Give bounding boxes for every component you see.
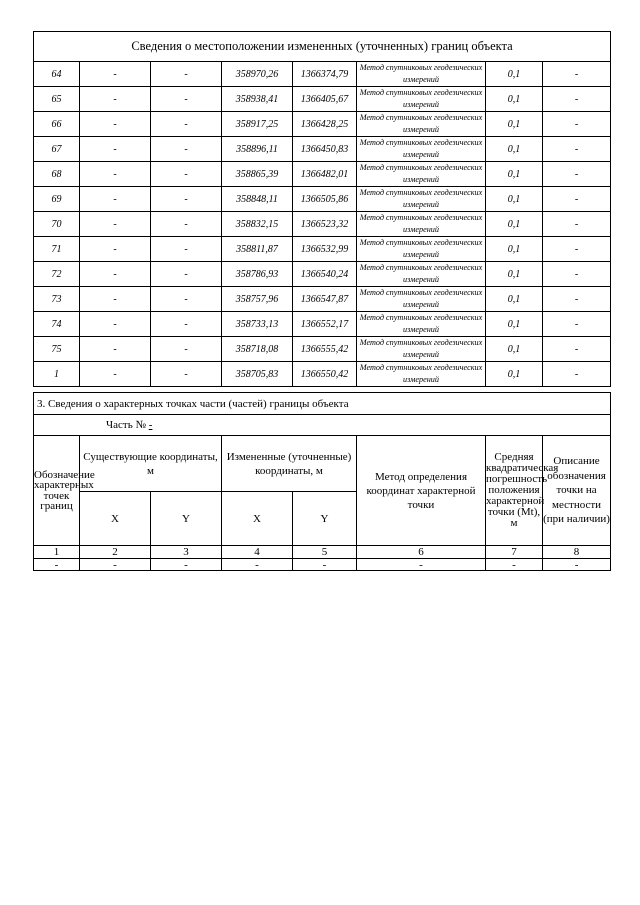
cell-existing-y: - <box>151 312 222 337</box>
column-number: 4 <box>222 546 293 559</box>
column-number: 7 <box>486 546 543 559</box>
table-row <box>34 187 611 212</box>
table-row <box>34 137 611 162</box>
cell-method: Метод спутниковых геодезических измерений <box>357 162 486 187</box>
cell-existing-y: - <box>151 287 222 312</box>
cell-point-number: 72 <box>34 262 80 287</box>
cell-point-number: 73 <box>34 287 80 312</box>
cell-existing-x: - <box>80 362 151 387</box>
cell-method: Метод спутниковых геодезических измерений <box>357 312 486 337</box>
cell-changed-y: 1366555,42 <box>293 337 357 362</box>
cell-existing-y: - <box>151 337 222 362</box>
cell-existing-y: - <box>151 112 222 137</box>
cell-description: - <box>543 337 611 362</box>
cell-existing-x: - <box>80 162 151 187</box>
cell-existing-y: - <box>151 212 222 237</box>
cell-description: - <box>543 237 611 262</box>
cell-changed-x: 358811,87 <box>222 237 293 262</box>
section-title: Сведения о местоположении измененных (уточненных) границ объекта <box>34 32 611 62</box>
cell-changed-y: 1366450,83 <box>293 137 357 162</box>
part-points-table <box>33 392 611 571</box>
cell-point-number: 1 <box>34 362 80 387</box>
cell-point-number: 66 <box>34 112 80 137</box>
column-number: 2 <box>80 546 151 559</box>
section-3-title: 3. Сведения о характерных точках части (частей) границы объекта <box>34 393 611 415</box>
cell-method: Метод спутниковых геодезических измерений <box>357 237 486 262</box>
table-row <box>34 287 611 312</box>
cell-point-number: 67 <box>34 137 80 162</box>
cell-changed-x: 358865,39 <box>222 162 293 187</box>
cell-mt: 0,1 <box>486 62 543 87</box>
cell-existing-x: - <box>80 212 151 237</box>
cell-existing-x: - <box>80 137 151 162</box>
empty-cell: - <box>293 559 357 571</box>
header-point-designation: Обозначение характерных точек границ <box>34 436 80 546</box>
cell-existing-x: - <box>80 287 151 312</box>
header-y-changed: Y <box>293 492 357 546</box>
table-row <box>34 162 611 187</box>
cell-point-number: 68 <box>34 162 80 187</box>
cell-existing-y: - <box>151 187 222 212</box>
cell-mt: 0,1 <box>486 237 543 262</box>
cell-description: - <box>543 287 611 312</box>
cell-point-number: 70 <box>34 212 80 237</box>
cell-point-number: 64 <box>34 62 80 87</box>
column-number: 6 <box>357 546 486 559</box>
cell-method: Метод спутниковых геодезических измерений <box>357 62 486 87</box>
table-row <box>34 262 611 287</box>
header-changed-coords: Измененные (уточненные) координаты, м <box>222 436 357 492</box>
cell-mt: 0,1 <box>486 287 543 312</box>
cell-existing-y: - <box>151 87 222 112</box>
header-method: Метод определения координат характерной точки <box>357 436 486 546</box>
cell-existing-x: - <box>80 62 151 87</box>
cell-existing-x: - <box>80 312 151 337</box>
cell-mt: 0,1 <box>486 87 543 112</box>
cell-mt: 0,1 <box>486 137 543 162</box>
empty-cell: - <box>543 559 611 571</box>
cell-description: - <box>543 162 611 187</box>
cell-changed-y: 1366523,32 <box>293 212 357 237</box>
cell-changed-y: 1366405,67 <box>293 87 357 112</box>
cell-description: - <box>543 187 611 212</box>
cell-method: Метод спутниковых геодезических измерений <box>357 337 486 362</box>
cell-method: Метод спутниковых геодезических измерений <box>357 262 486 287</box>
cell-changed-y: 1366550,42 <box>293 362 357 387</box>
cell-existing-x: - <box>80 262 151 287</box>
cell-method: Метод спутниковых геодезических измерений <box>357 87 486 112</box>
header-x-changed: X <box>222 492 293 546</box>
cell-changed-x: 358733,13 <box>222 312 293 337</box>
cell-mt: 0,1 <box>486 262 543 287</box>
cell-changed-x: 358757,96 <box>222 287 293 312</box>
cell-changed-y: 1366428,25 <box>293 112 357 137</box>
cell-mt: 0,1 <box>486 362 543 387</box>
cell-method: Метод спутниковых геодезических измерений <box>357 112 486 137</box>
header-y-existing: Y <box>151 492 222 546</box>
cell-description: - <box>543 262 611 287</box>
cell-existing-y: - <box>151 237 222 262</box>
table-row <box>34 212 611 237</box>
cell-mt: 0,1 <box>486 187 543 212</box>
cell-existing-y: - <box>151 362 222 387</box>
cell-changed-x: 358832,15 <box>222 212 293 237</box>
cell-changed-x: 358848,11 <box>222 187 293 212</box>
cell-existing-x: - <box>80 87 151 112</box>
cell-existing-x: - <box>80 112 151 137</box>
cell-existing-x: - <box>80 237 151 262</box>
column-number: 5 <box>293 546 357 559</box>
cell-description: - <box>543 362 611 387</box>
column-number: 1 <box>34 546 80 559</box>
column-number: 8 <box>543 546 611 559</box>
part-number <box>34 415 611 436</box>
cell-description: - <box>543 312 611 337</box>
table-row <box>34 87 611 112</box>
cell-description: - <box>543 87 611 112</box>
cell-point-number: 71 <box>34 237 80 262</box>
cell-method: Метод спутниковых геодезических измерений <box>357 362 486 387</box>
cell-mt: 0,1 <box>486 162 543 187</box>
boundary-coordinates-table <box>33 31 611 387</box>
cell-existing-y: - <box>151 262 222 287</box>
cell-changed-x: 358786,93 <box>222 262 293 287</box>
cell-method: Метод спутниковых геодезических измерений <box>357 287 486 312</box>
cell-changed-x: 358705,83 <box>222 362 293 387</box>
header-existing-coords: Существующие координаты, м <box>80 436 222 492</box>
header-x-existing: X <box>80 492 151 546</box>
cell-changed-y: 1366505,86 <box>293 187 357 212</box>
cell-method: Метод спутниковых геодезических измерений <box>357 187 486 212</box>
table-row <box>34 112 611 137</box>
table-row <box>34 362 611 387</box>
header-description: Описание обозначения точки на местности (при наличии) <box>543 436 611 546</box>
cell-mt: 0,1 <box>486 112 543 137</box>
cell-mt: 0,1 <box>486 312 543 337</box>
table-row <box>34 312 611 337</box>
cell-changed-y: 1366547,87 <box>293 287 357 312</box>
cell-changed-x: 358896,11 <box>222 137 293 162</box>
cell-point-number: 74 <box>34 312 80 337</box>
cell-changed-y: 1366482,01 <box>293 162 357 187</box>
cell-point-number: 75 <box>34 337 80 362</box>
header-mt: Средняя квадратическая погрешность положения характерной точки (Mt), м <box>486 436 543 546</box>
cell-changed-y: 1366552,17 <box>293 312 357 337</box>
cell-method: Метод спутниковых геодезических измерений <box>357 137 486 162</box>
cell-description: - <box>543 137 611 162</box>
empty-cell: - <box>34 559 80 571</box>
empty-cell: - <box>80 559 151 571</box>
cell-existing-y: - <box>151 137 222 162</box>
cell-description: - <box>543 112 611 137</box>
table-row <box>34 62 611 87</box>
cell-mt: 0,1 <box>486 212 543 237</box>
cell-existing-y: - <box>151 62 222 87</box>
part-label: Часть № <box>106 419 149 431</box>
cell-point-number: 65 <box>34 87 80 112</box>
part-value: - <box>148 419 153 431</box>
cell-existing-y: - <box>151 162 222 187</box>
cell-method: Метод спутниковых геодезических измерений <box>357 212 486 237</box>
table-row <box>34 337 611 362</box>
cell-changed-x: 358718,08 <box>222 337 293 362</box>
cell-description: - <box>543 62 611 87</box>
cell-changed-x: 358970,26 <box>222 62 293 87</box>
cell-mt: 0,1 <box>486 337 543 362</box>
cell-changed-x: 358938,41 <box>222 87 293 112</box>
cell-description: - <box>543 212 611 237</box>
empty-cell: - <box>486 559 543 571</box>
empty-cell: - <box>357 559 486 571</box>
cell-changed-y: 1366374,79 <box>293 62 357 87</box>
table-row <box>34 237 611 262</box>
cell-existing-x: - <box>80 337 151 362</box>
cell-changed-y: 1366532,99 <box>293 237 357 262</box>
empty-cell: - <box>222 559 293 571</box>
cell-changed-x: 358917,25 <box>222 112 293 137</box>
cell-existing-x: - <box>80 187 151 212</box>
empty-cell: - <box>151 559 222 571</box>
column-number: 3 <box>151 546 222 559</box>
cell-point-number: 69 <box>34 187 80 212</box>
cell-changed-y: 1366540,24 <box>293 262 357 287</box>
